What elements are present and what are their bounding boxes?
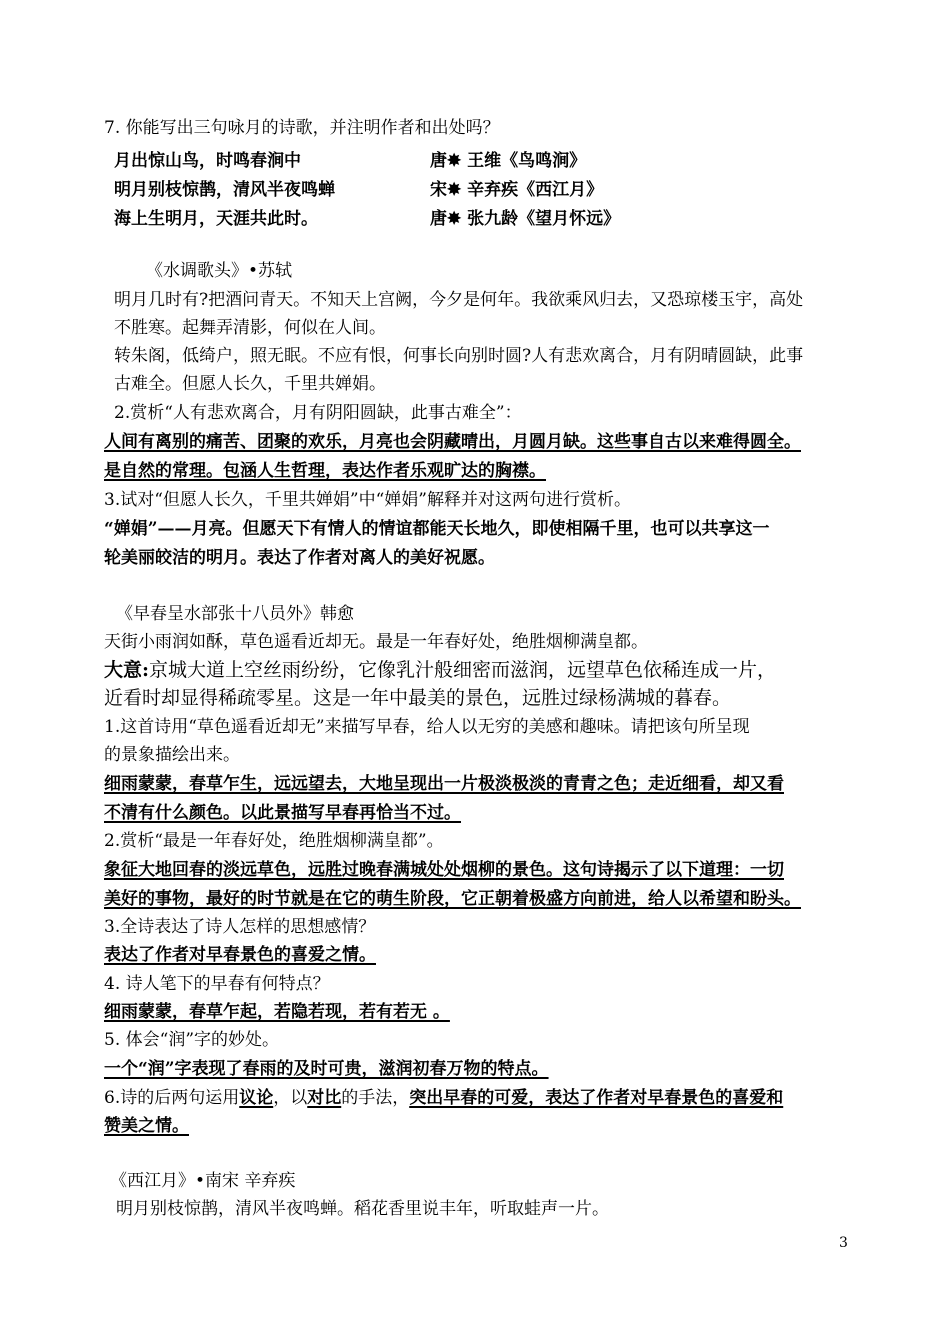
shuidiao-a3-line: 轮美丽皎洁的明月。表达了作者对离人的美好祝愿。 bbox=[104, 548, 495, 568]
shuidiao-title: 《水调歌头》•苏轼 bbox=[146, 261, 293, 281]
q6-part: ，以 bbox=[273, 1088, 308, 1108]
q7-question: 7. 你能写出三句咏月的诗歌，并注明作者和出处吗？ bbox=[104, 118, 500, 138]
shuidiao-q2: 2.赏析“人有悲欢离合，月有阴阳圆缺，此事古难全”： bbox=[114, 403, 522, 423]
shuidiao-a3-line: “婵娟”——月亮。但愿天下有情人的情谊都能天长地久，即使相隔千里，也可以共享这一 bbox=[104, 519, 770, 539]
zaochun-a1-line: 不清有什么颜色。以此景描写早春再恰当不过。 bbox=[104, 803, 461, 823]
shuidiao-text-line: 古难全。但愿人长久，千里共婵娟。 bbox=[114, 374, 386, 394]
shuidiao-text-line: 转朱阁，低绮户，照无眠。不应有恨，何事长向别时圆?人有悲欢离合，月有阴晴圆缺，此事 bbox=[114, 346, 804, 366]
q7-row bbox=[0, 175, 950, 199]
zaochun-title: 《早春呈水部张十八员外》韩愈 bbox=[116, 604, 354, 624]
zaochun-q1-line: 的景象描绘出来。 bbox=[104, 745, 240, 765]
q6-answer: 突出早春的可爱，表达了作者对早春景色的喜爱和 bbox=[409, 1088, 784, 1108]
zaochun-q1-line: 1.这首诗用“草色遥看近却无”来描写早春，给人以无穷的美感和趣味。请把该句所呈现 bbox=[104, 717, 750, 737]
shuidiao-a2-line: 是自然的常理。包涵人生哲理，表达作者乐观旷达的胸襟。 bbox=[104, 461, 546, 481]
zaochun-poem: 天街小雨润如酥，草色遥看近却无。最是一年春好处，绝胜烟柳满皇都。 bbox=[104, 632, 648, 652]
zaochun-a6-line: 赞美之情。 bbox=[104, 1116, 189, 1136]
page-number: 3 bbox=[839, 1235, 848, 1251]
zaochun-q4: 4. 诗人笔下的早春有何特点？ bbox=[104, 974, 330, 994]
zaochun-q6 bbox=[104, 1087, 783, 1109]
q7-row-source: 唐✸ 王维《鸟鸣涧》 bbox=[430, 151, 587, 171]
zaochun-a4: 细雨蒙蒙，春草乍起，若隐若现，若有若无 。 bbox=[104, 1002, 450, 1022]
q7-row bbox=[0, 204, 950, 228]
shuidiao-text-line: 明月几时有?把酒问青天。不知天上宫阙，今夕是何年。我欲乘风归去，又恐琼楼玉宇，高处 bbox=[114, 290, 804, 310]
shuidiao-a2-line: 人间有离别的痛苦、团聚的欢乐，月亮也会阴藏晴出，月圆月缺。这些事自古以来难得圆全。 bbox=[104, 432, 801, 452]
q6-keyword: 议论 bbox=[239, 1088, 274, 1108]
zaochun-q3: 3.全诗表达了诗人怎样的思想感情？ bbox=[104, 917, 376, 937]
xijiang-title: 《西江月》•南宋 辛弃疾 bbox=[110, 1171, 296, 1191]
zaochun-a1-line: 细雨蒙蒙，春草乍生，远远望去，大地呈现出一片极淡极淡的青青之色；走近细看，却又看 bbox=[104, 774, 784, 794]
q7-row-source: 唐✸ 张九龄《望月怀远》 bbox=[430, 209, 621, 229]
q7-row-line: 月出惊山鸟，时鸣春涧中 bbox=[114, 151, 301, 171]
shuidiao-q3: 3.试对“但愿人长久，千里共婵娟”中“婵娟”解释并对这两句进行赏析。 bbox=[104, 490, 631, 510]
zaochun-a2-line: 象征大地回春的淡远草色，远胜过晚春满城处处烟柳的景色。这句诗揭示了以下道理：一切 bbox=[104, 860, 784, 880]
q7-row-line: 海上生明月，天涯共此时。 bbox=[114, 209, 318, 229]
q6-keyword: 对比 bbox=[307, 1088, 342, 1108]
zaochun-q2: 2.赏析“最是一年春好处，绝胜烟柳满皇都”。 bbox=[104, 831, 444, 851]
zaochun-meaning-line: 近看时却显得稀疏零星。这是一年中最美的景色，远胜过绿杨满城的暮春。 bbox=[104, 687, 732, 709]
zaochun-q5: 5. 体会“润”字的妙处。 bbox=[104, 1030, 280, 1050]
meaning-label: 大意: bbox=[104, 659, 150, 681]
q6-part: 6.诗的后两句运用 bbox=[104, 1088, 240, 1108]
zaochun-meaning bbox=[104, 657, 776, 683]
q7-row-line: 明月别枝惊鹊，清风半夜鸣蝉 bbox=[114, 180, 335, 200]
q7-row bbox=[0, 146, 950, 170]
zaochun-a5: 一个“润”字表现了春雨的及时可贵，滋润初春万物的特点。 bbox=[104, 1059, 549, 1079]
zaochun-a3: 表达了作者对早春景色的喜爱之情。 bbox=[104, 945, 376, 965]
shuidiao-text-line: 不胜寒。起舞弄清影，何似在人间。 bbox=[114, 318, 386, 338]
meaning-text: 京城大道上空丝雨纷纷，它像乳汁般细密而滋润，远望草色依稀连成一片， bbox=[149, 659, 777, 681]
q6-part: 的手法， bbox=[341, 1088, 410, 1108]
xijiang-text: 明月别枝惊鹊，清风半夜鸣蝉。稻花香里说丰年，听取蛙声一片。 bbox=[116, 1199, 609, 1219]
zaochun-a2-line: 美好的事物，最好的时节就是在它的萌生阶段，它正朝着极盛方向前进，给人以希望和盼头。 bbox=[104, 889, 801, 909]
q7-row-source: 宋✸ 辛弃疾《西江月》 bbox=[430, 180, 604, 200]
